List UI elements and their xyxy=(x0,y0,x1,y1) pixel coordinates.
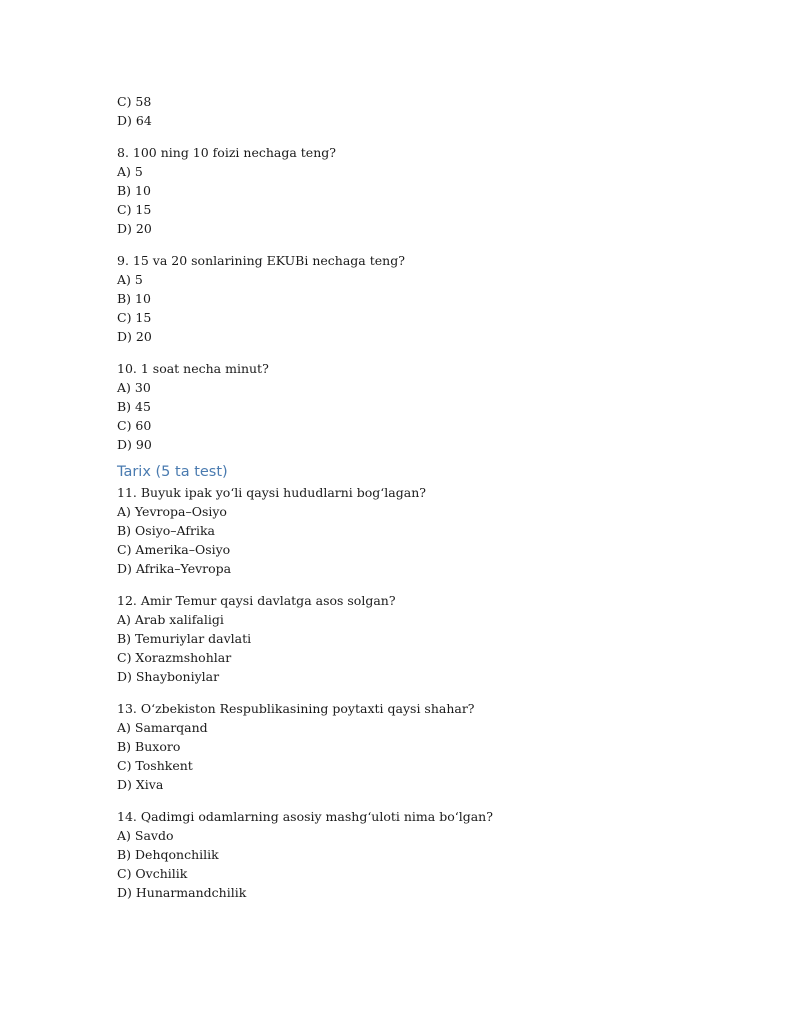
question-text: 8. 100 ning 10 foizi nechaga teng? xyxy=(117,145,336,160)
option-c: C) 58 xyxy=(117,94,152,109)
option-a: A) 5 xyxy=(117,272,143,287)
question-text: 11. Buyuk ipak yo‘li qaysi hududlarni bog‘lagan? xyxy=(117,485,426,500)
option-b: B) 10 xyxy=(117,183,151,198)
section-heading-tarix: Tarix (5 ta test) xyxy=(117,464,228,480)
question-text: 13. O‘zbekiston Respublikasining poytaxti qaysi shahar? xyxy=(117,701,475,716)
question-text: 12. Amir Temur qaysi davlatga asos solgan? xyxy=(117,593,396,608)
option-a: A) Savdo xyxy=(117,828,174,843)
option-c: C) Toshkent xyxy=(117,758,193,773)
question-text: 9. 15 va 20 sonlarining EKUBi nechaga teng? xyxy=(117,253,405,268)
option-a: A) 5 xyxy=(117,164,143,179)
option-c: C) 15 xyxy=(117,310,152,325)
question-8 xyxy=(117,143,737,238)
question-9 xyxy=(117,251,737,346)
question-7-continued xyxy=(117,92,737,130)
question-11 xyxy=(117,483,737,578)
option-b: B) 45 xyxy=(117,399,151,414)
option-b: B) Buxoro xyxy=(117,739,181,754)
option-a: A) Arab xalifaligi xyxy=(117,612,224,627)
option-d: D) 64 xyxy=(117,113,152,128)
option-a: A) Samarqand xyxy=(117,720,208,735)
option-c: C) Amerika–Osiyo xyxy=(117,542,231,557)
option-d: D) Afrika–Yevropa xyxy=(117,561,232,576)
option-d: D) Xiva xyxy=(117,777,164,792)
question-13 xyxy=(117,699,737,794)
option-a: A) 30 xyxy=(117,380,151,395)
question-12 xyxy=(117,591,737,686)
question-text: 10. 1 soat necha minut? xyxy=(117,361,269,376)
option-b: B) Temuriylar davlati xyxy=(117,631,252,646)
option-c: C) 60 xyxy=(117,418,152,433)
option-b: B) 10 xyxy=(117,291,151,306)
option-b: B) Osiyo–Afrika xyxy=(117,523,215,538)
option-d: D) Hunarmandchilik xyxy=(117,885,247,900)
question-text: 14. Qadimgi odamlarning asosiy mashg‘uloti nima bo‘lgan? xyxy=(117,809,493,824)
option-d: D) 90 xyxy=(117,437,152,452)
option-d: D) Shayboniylar xyxy=(117,669,220,684)
option-d: D) 20 xyxy=(117,221,152,236)
document-page xyxy=(117,92,737,915)
option-c: C) 15 xyxy=(117,202,152,217)
option-c: C) Xorazmshohlar xyxy=(117,650,232,665)
question-10 xyxy=(117,359,737,454)
option-d: D) 20 xyxy=(117,329,152,344)
option-b: B) Dehqonchilik xyxy=(117,847,219,862)
question-14 xyxy=(117,807,737,902)
option-c: C) Ovchilik xyxy=(117,866,188,881)
option-a: A) Yevropa–Osiyo xyxy=(117,504,227,519)
